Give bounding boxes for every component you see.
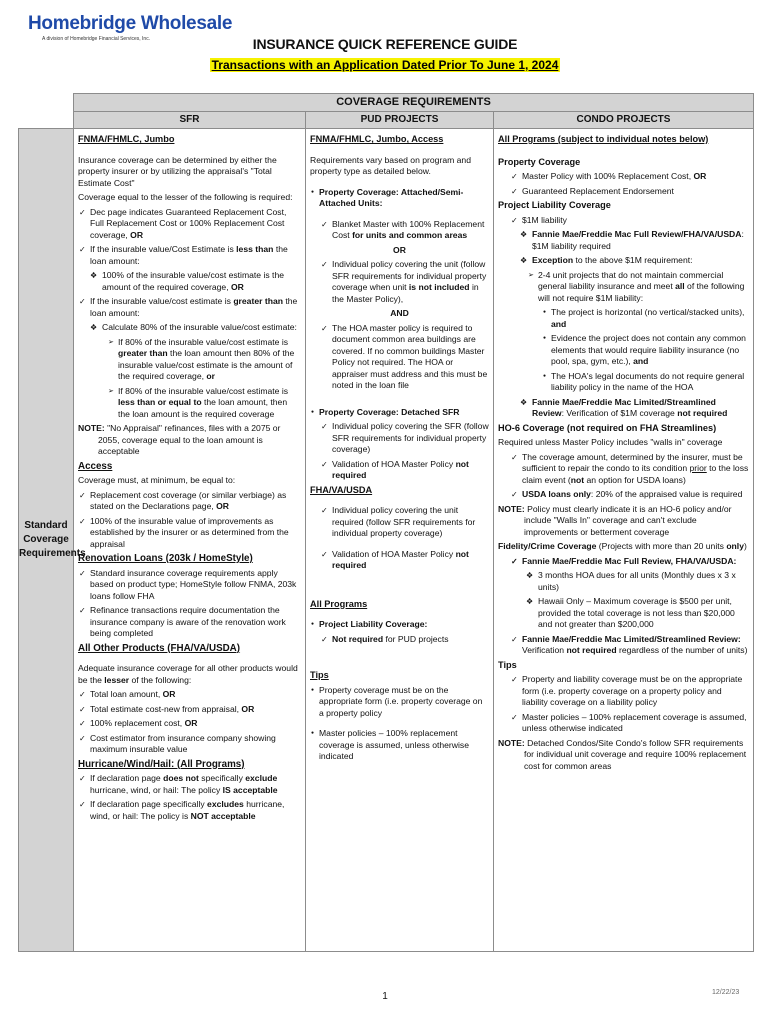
col-header-condo: CONDO PROJECTS <box>494 112 754 129</box>
sfr-arrow-greater: ➢ If 80% of the insurable value/cost estimate is greater than the loan amount then 80% of the insurable value/cost estimate is the amount of the required coverage, or <box>108 337 301 383</box>
logo-tagline: A division of Homebridge Financial Services, Inc. <box>42 36 151 42</box>
pud-heading-all-programs: All Programs <box>310 598 368 609</box>
coverage-requirements-header: COVERAGE REQUIREMENTS <box>74 94 754 112</box>
condo-heading-liability: Project Liability Coverage <box>498 200 611 210</box>
sfr-intro: Insurance coverage can be determined by either the property insurer or by utilizing the appraisal's "Total Estimate Cost" <box>78 154 277 188</box>
pud-tip-1: ● Property coverage must be on the appropriate form (i.e. property coverage on a property policy <box>310 685 489 720</box>
condo-check-guaranteed: ✓ Guaranteed Replacement Endorsement <box>510 186 749 198</box>
revision-date: 12/22/23 <box>712 989 740 996</box>
sfr-hurricane-check-1: ✓ If declaration page does not specifically exclude hurricane, wind, or hail: The policy IS acceptable <box>78 773 301 796</box>
condo-heading-all-programs: All Programs (subject to individual notes below) <box>498 134 709 144</box>
condo-diamond-full-review: ❖ Fannie Mae/Freddie Mac Full Review/FHA/VA/USDA: $1M liability required <box>520 229 749 252</box>
condo-heading-property: Property Coverage <box>498 156 581 167</box>
pud-heading-fha: FHA/VA/USDA <box>310 484 373 495</box>
condo-check-master-policy: ✓ Master Policy with 100% Replacement Cost, OR <box>510 171 749 183</box>
sfr-check-greater-than: ✓ If the insurable value/cost estimate is greater than the loan amount: <box>78 296 301 319</box>
sfr-heading-other-products: All Other Products (FHA/VA/USDA) <box>78 642 241 654</box>
pud-check-hoa-master: ✓ The HOA master policy is required to document common area buildings are covered. If no common buildings Master Policy not required. The HOA or appraiser must address and this must be noted in the loan file <box>320 323 489 392</box>
condo-dot-hoa-legal: ● The HOA's legal documents do not require general liability policy in the name of the HOA <box>542 371 749 394</box>
page-subtitle: Transactions with an Application Dated Prior To June 1, 2024 <box>211 58 559 72</box>
pud-intro: Requirements vary based on program and property type as detailed below. <box>310 154 471 176</box>
pud-bullet-detached: ● Property Coverage: Detached SFR <box>310 407 489 419</box>
condo-fidelity-check-limited: ✓ Fannie Mae/Freddie Mac Limited/Streamlined Review: Verification not required regardless of the number of units) <box>510 634 749 657</box>
page-number: 1 <box>382 991 388 1002</box>
col-header-sfr: SFR <box>74 112 306 129</box>
pud-and: AND <box>390 308 409 318</box>
pud-heading-tips: Tips <box>310 670 329 680</box>
sfr-other-check-3: ✓ 100% replacement cost, OR <box>78 718 301 730</box>
sfr-other-check-2: ✓ Total estimate cost-new from appraisal, OR <box>78 704 301 716</box>
sfr-check-less-than: ✓ If the insurable value/Cost Estimate is less than the loan amount: <box>78 244 301 267</box>
sfr-other-check-1: ✓ Total loan amount, OR <box>78 689 301 701</box>
condo-fidelity-check-full-review: ✓ Fannie Mae/Freddie Mac Full Review, FHA/VA/USDA: <box>510 556 749 568</box>
condo-heading-tips: Tips <box>498 659 517 670</box>
col-header-pud: PUD PROJECTS <box>306 112 494 129</box>
condo-check-1m: ✓ $1M liability <box>510 215 749 227</box>
condo-ho6-intro: Required unless Master Policy includes "walls in" coverage <box>498 437 723 447</box>
pud-check-individual-policy: ✓ Individual policy covering the unit (follow SFR requirements for individual property coverage when unit is not included in the Master Policy), <box>320 259 489 305</box>
condo-cell <box>494 129 754 952</box>
pud-cell <box>306 129 494 952</box>
sfr-heading-access: Access <box>78 460 113 472</box>
condo-note-detached: NOTE: Detached Condos/Site Condo's follow SFR requirements for individual unit coverage and require 100% replacement cost for common areas <box>498 737 747 771</box>
sfr-other-intro: Adequate insurance coverage for all other products would be the lesser of the following: <box>78 663 298 685</box>
sfr-cell <box>74 129 306 952</box>
coverage-table <box>18 93 754 952</box>
pud-fha-check-2: ✓ Validation of HOA Master Policy not required <box>320 549 489 572</box>
sfr-access-check-1: ✓ Replacement cost coverage (or similar verbiage) as stated on the Declarations page, OR <box>78 490 301 513</box>
pud-fha-check-1: ✓ Individual policy covering the unit required (follow SFR requirements for individual property coverage) <box>320 505 489 540</box>
condo-tip-1: ✓ Property and liability coverage must be on the appropriate form (i.e. property coverage on a property policy and liability coverage on a liability policy <box>510 674 749 709</box>
sfr-access-intro: Coverage must, at minimum, be equal to: <box>78 475 236 485</box>
sfr-diamond-80pct: ❖ Calculate 80% of the insurable value/cost estimate: <box>90 322 301 334</box>
condo-diamond-limited-review: ❖ Fannie Mae/Freddie Mac Limited/Streamlined Review: Verification of $1M coverage not required <box>520 397 749 420</box>
condo-ho6-check-usda: ✓ USDA loans only: 20% of the appraised value is required <box>510 489 749 501</box>
pud-check-blanket-master: ✓ Blanket Master with 100% Replacement Cost for units and common areas <box>320 219 489 242</box>
condo-ho6-check-1: ✓ The coverage amount, determined by the insurer, must be sufficient to repair the condo to its condition prior to the loss claim event (not an option for USDA loans) <box>510 452 749 487</box>
condo-note-ho6: NOTE: Policy must clearly indicate it is an HO-6 policy and/or include "Walls In" coverage and can't exclude improvements or betterment coverage <box>498 503 732 537</box>
sfr-access-check-2: ✓ 100% of the insurable value of improvements as established by the insurer or as determined from the appraisal <box>78 516 301 551</box>
condo-heading-fidelity: Fidelity/Crime Coverage (Projects with more than 20 units only) <box>498 541 747 551</box>
condo-diamond-hawaii: ❖ Hawaii Only – Maximum coverage is $500 per unit, provided the total coverage is not less than $20,000 and not greater than $200,000 <box>526 596 749 631</box>
pud-check-not-required: ✓ Not required for PUD projects <box>320 634 489 646</box>
pud-or: OR <box>393 244 406 255</box>
condo-tip-2: ✓ Master policies – 100% replacement coverage is assumed, unless otherwise indicated <box>510 712 749 735</box>
sfr-arrow-less: ➢ If 80% of the insurable value/cost estimate is less than or equal to the loan amount, then the loan amount is the required coverage <box>108 386 301 421</box>
pud-heading-fnma: FNMA/FHMLC, Jumbo, Access <box>310 134 444 144</box>
sfr-heading-renovation: Renovation Loans (203k / HomeStyle) <box>78 553 253 564</box>
sfr-reno-check-1: ✓ Standard insurance coverage requirements apply based on product type; HomeStyle follow FNMA, 203k loans follow FHA <box>78 568 301 603</box>
page-title: INSURANCE QUICK REFERENCE GUIDE <box>252 36 518 52</box>
logo-wordmark: Homebridge Wholesale <box>28 13 233 34</box>
sfr-heading-hurricane: Hurricane/Wind/Hail: (All Programs) <box>78 758 245 770</box>
condo-arrow-2-4-unit: ➢ 2-4 unit projects that do not maintain commercial general liability insurance and meet all of the following will not require $1M liability: <box>528 270 749 305</box>
row-label: Standard Coverage Requirements <box>19 129 74 952</box>
condo-diamond-exception: ❖ Exception to the above $1M requirement: <box>520 255 749 267</box>
sfr-check-dec-page: ✓ Dec page indicates Guaranteed Replacement Cost, Full Replacement Cost or 100% Replacement Cost coverage, OR <box>78 207 301 242</box>
pud-tip-2: ● Master policies – 100% replacement coverage is assumed, unless otherwise indicated <box>310 728 489 763</box>
condo-diamond-3-months: ❖ 3 months HOA dues for all units (Monthly dues x 3 x units) <box>526 570 749 593</box>
sfr-diamond-100pct: ❖ 100% of the insurable value/cost estimate is the amount of the required coverage, OR <box>90 270 301 293</box>
sfr-reno-check-2: ✓ Refinance transactions require documentation the insurance company is aware of the renovation work being completed <box>78 605 301 640</box>
condo-dot-horizontal: ● The project is horizontal (no vertical/stacked units), and <box>542 307 749 330</box>
pud-check-hoa-validation: ✓ Validation of HOA Master Policy not required <box>320 459 489 482</box>
pud-bullet-attached: ● Property Coverage: Attached/Semi-Attached Units: <box>310 187 489 210</box>
pud-check-sfr-policy: ✓ Individual policy covering the SFR (follow SFR requirements for individual property coverage) <box>320 421 489 456</box>
sfr-coverage-equal: Coverage equal to the lesser of the following is required: <box>78 192 293 202</box>
condo-dot-common-elements: ● Evidence the project does not contain any common elements that would require liability insurance (no pool, spa, gym, etc.), and <box>542 333 749 368</box>
condo-heading-ho6: HO-6 Coverage (not required on FHA Streamlines) <box>498 422 717 433</box>
sfr-other-check-4: ✓ Cost estimator from insurance company showing maximum insurable value <box>78 733 301 756</box>
pud-bullet-liability: ● Project Liability Coverage: <box>310 619 489 631</box>
sfr-hurricane-check-2: ✓ If declaration page specifically excludes hurricane, wind, or hail: The policy is NOT acceptable <box>78 799 301 822</box>
sfr-heading-fnma: FNMA/FHMLC, Jumbo <box>78 134 175 144</box>
sfr-note: NOTE: "No Appraisal" refinances, files with a 2075 or 2055, coverage equal to the loan amount is acceptable <box>78 423 281 456</box>
